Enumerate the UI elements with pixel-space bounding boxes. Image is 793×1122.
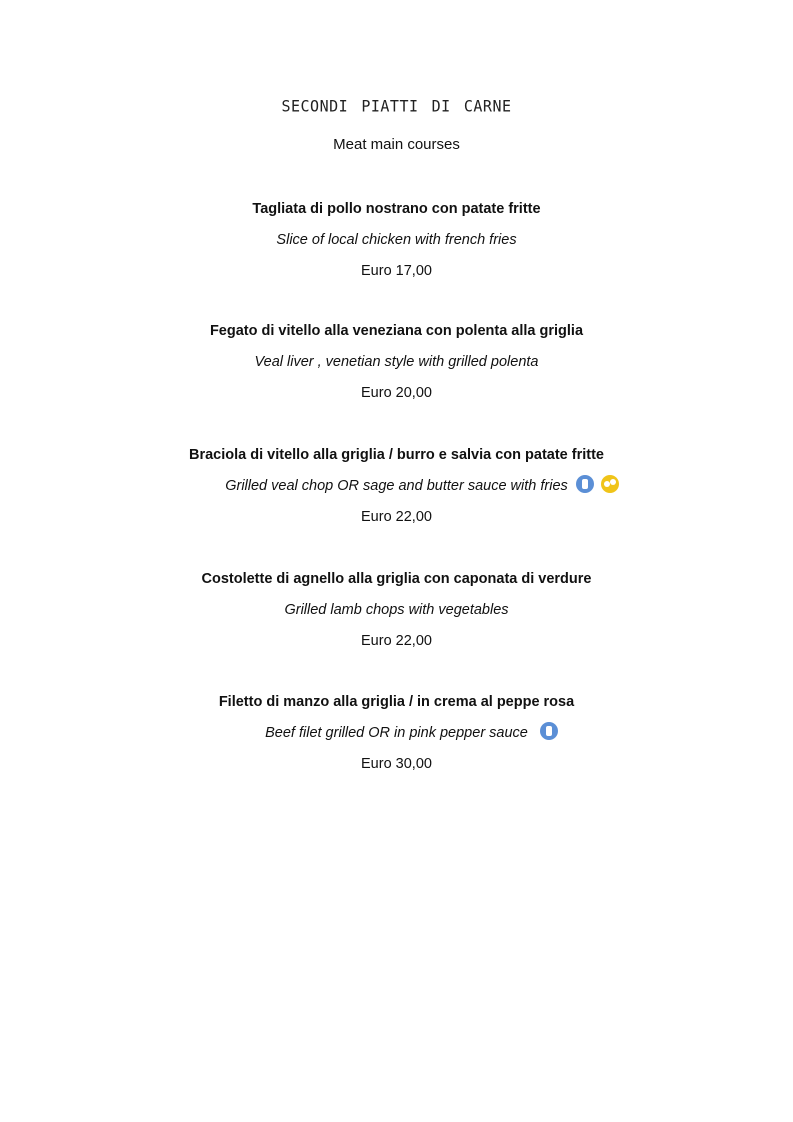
page-subtitle: Meat main courses xyxy=(333,136,460,153)
dish-name-english: Veal liver , venetian style with grilled polenta xyxy=(254,354,539,370)
milk-icon xyxy=(576,475,594,493)
allergen-icons xyxy=(540,722,561,740)
dish-price: Euro 22,00 xyxy=(361,509,432,525)
dish-name-english: Slice of local chicken with french fries xyxy=(276,232,517,248)
dish-name-italian: Costolette di agnello alla griglia con caponata di verdure xyxy=(201,571,592,587)
dish-name-english: Beef filet grilled OR in pink pepper sauce xyxy=(265,725,528,741)
dish-name-italian: Braciola di vitello alla griglia / burro e salvia con patate fritte xyxy=(189,447,604,463)
dish-price: Euro 20,00 xyxy=(361,385,432,401)
dish-name-english-row xyxy=(0,724,793,742)
milk-icon xyxy=(540,722,558,740)
egg-icon xyxy=(601,475,619,493)
allergen-icons xyxy=(576,475,622,493)
dish-name-english-row xyxy=(0,477,793,495)
dish-name-english-wrap xyxy=(225,477,568,495)
dish-price: Euro 22,00 xyxy=(361,633,432,649)
dish-name-english: Grilled veal chop OR sage and butter sauce with fries xyxy=(225,478,568,494)
dish-name-italian: Fegato di vitello alla veneziana con polenta alla griglia xyxy=(209,323,584,339)
dish-price: Euro 17,00 xyxy=(361,263,432,279)
dish-name-italian: Filetto di manzo alla griglia / in crema al peppe rosa xyxy=(218,694,575,710)
page-title: secondi piatti di carne xyxy=(281,91,512,117)
dish-name-english-wrap xyxy=(265,724,528,742)
dish-name-italian: Tagliata di pollo nostrano con patate fritte xyxy=(252,201,541,217)
dish-name-english: Grilled lamb chops with vegetables xyxy=(284,602,509,618)
dish-price: Euro 30,00 xyxy=(361,756,432,772)
